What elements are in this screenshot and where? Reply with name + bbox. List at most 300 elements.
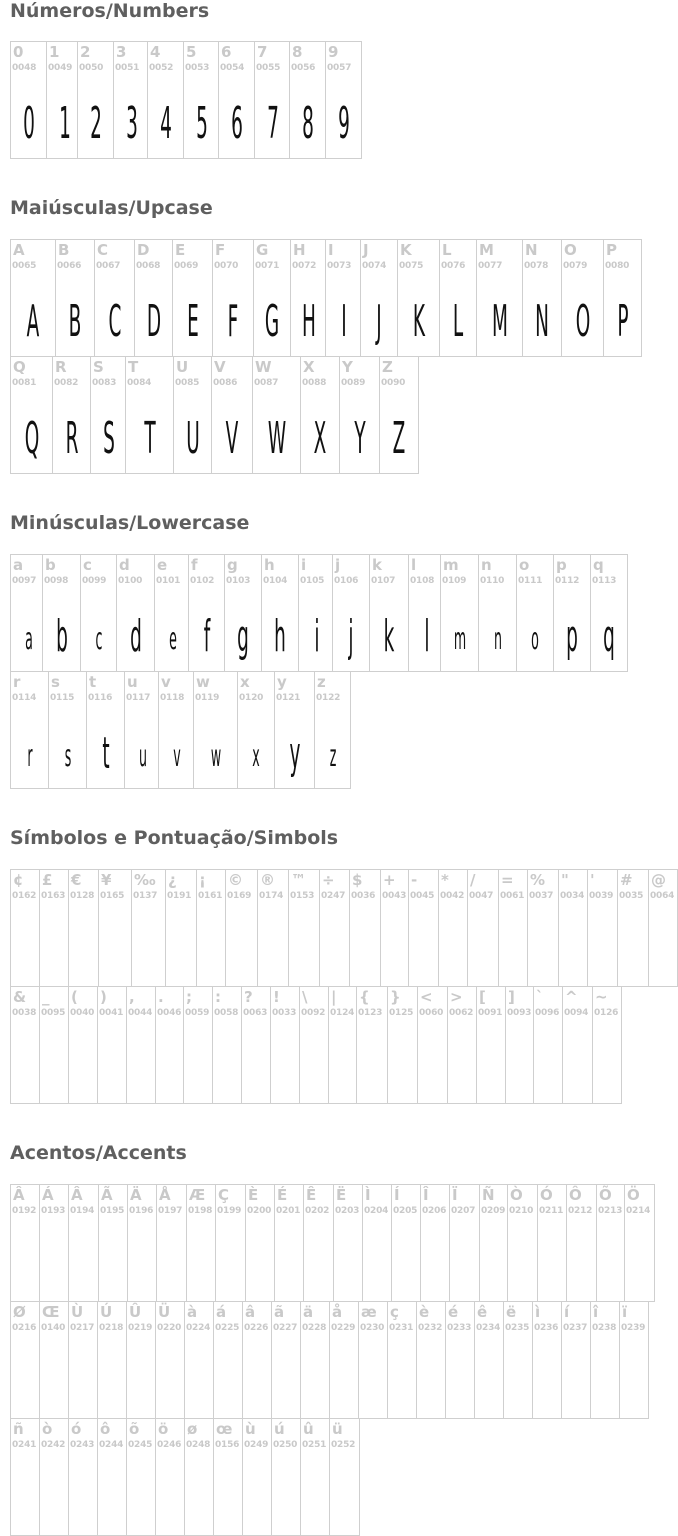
glyph-cell-ue5 — [329, 1301, 359, 1419]
glyph-code-label: 0059 — [185, 1008, 210, 1018]
glyph-code-label: 0194 — [70, 1206, 95, 1216]
glyph-code-label: 0237 — [563, 1323, 588, 1333]
accents-row — [10, 1301, 655, 1419]
glyph-cell-u3e — [447, 986, 477, 1104]
glyph-cell-i — [298, 554, 333, 672]
glyph-char-label: a — [13, 556, 24, 574]
glyph-specimen — [117, 595, 154, 663]
glyph-code-label: 0061 — [500, 891, 525, 901]
glyph-code-label: 0111 — [518, 576, 543, 586]
svg-text:v: v — [173, 739, 181, 774]
glyph-cell-ua5 — [98, 869, 132, 987]
svg-text:F: F — [227, 295, 239, 347]
glyph-code-label: 0099 — [82, 576, 107, 586]
svg-text:2: 2 — [90, 97, 102, 149]
glyph-char-label: % — [530, 871, 546, 889]
glyph-cell-u2e — [155, 986, 184, 1104]
glyph-char-label: 0 — [13, 43, 24, 61]
glyph-char-label: ‰ — [134, 871, 156, 889]
svg-text:9: 9 — [338, 97, 350, 149]
glyph-specimen — [87, 712, 124, 780]
glyph-cell-c — [80, 554, 117, 672]
glyph-cell-a-upper — [10, 239, 56, 357]
glyph-cell-ufb — [300, 1418, 330, 1536]
glyph-code-label: 0041 — [99, 1008, 124, 1018]
glyph-char-label: h — [264, 556, 275, 574]
glyph-code-label: 0212 — [568, 1206, 593, 1216]
symbols-row — [10, 986, 678, 1104]
glyph-code-label: 0216 — [12, 1323, 37, 1333]
svg-text:D: D — [146, 295, 161, 347]
glyph-cell-uc6 — [186, 1184, 216, 1302]
glyph-specimen — [301, 397, 339, 465]
glyph-code-label: 0246 — [157, 1440, 182, 1450]
glyph-code-label: 0038 — [12, 1008, 37, 1018]
lowercase-section — [10, 512, 617, 779]
glyph-code-label: 0249 — [244, 1440, 269, 1450]
glyph-code-label: 0200 — [247, 1206, 272, 1216]
glyph-char-label: @ — [651, 871, 666, 889]
glyph-specimen — [398, 280, 439, 348]
svg-text:J: J — [376, 295, 382, 347]
glyph-code-label: 0234 — [476, 1323, 501, 1333]
glyph-code-label: 0125 — [389, 1008, 414, 1018]
glyph-specimen — [95, 280, 134, 348]
glyph-cell-q-upper — [10, 356, 53, 474]
glyph-cell-udc — [155, 1301, 185, 1419]
glyph-char-label: M — [479, 241, 494, 259]
glyph-char-label: ç — [390, 1303, 399, 1321]
glyph-code-label: 0211 — [539, 1206, 564, 1216]
glyph-char-label: Ú — [100, 1303, 113, 1321]
glyph-code-label: 0046 — [157, 1008, 182, 1018]
glyph-specimen — [440, 280, 476, 348]
glyph-char-label: | — [331, 988, 337, 1006]
glyph-char-label: q — [593, 556, 604, 574]
glyph-cell-uc7 — [215, 1184, 246, 1302]
glyph-char-label: 5 — [186, 43, 197, 61]
glyph-cell-u23 — [617, 869, 649, 987]
glyph-char-label: Â — [71, 1186, 83, 1204]
glyph-char-label: ® — [260, 871, 275, 889]
glyph-cell-u26 — [10, 986, 40, 1104]
glyph-cell-u2a — [438, 869, 468, 987]
glyph-char-label: Í — [394, 1186, 400, 1204]
glyph-char-label: è — [419, 1303, 430, 1321]
svg-text:j: j — [348, 610, 354, 662]
glyph-code-label: 0034 — [560, 891, 585, 901]
glyph-char-label: - — [411, 871, 418, 889]
glyph-char-label: Ô — [569, 1186, 582, 1204]
glyph-cell-o — [516, 554, 554, 672]
glyph-char-label: o — [519, 556, 530, 574]
glyph-code-label: 0219 — [128, 1323, 153, 1333]
glyph-cell-w-upper — [252, 356, 301, 474]
glyph-code-label: 0063 — [243, 1008, 268, 1018]
glyph-cell-ueb — [503, 1301, 533, 1419]
glyph-char-label: Ì — [365, 1186, 371, 1204]
glyph-char-label: , — [129, 988, 135, 1006]
glyph-code-label: 0071 — [255, 261, 280, 271]
glyph-char-label: á — [216, 1303, 227, 1321]
glyph-specimen — [173, 280, 212, 348]
glyph-char-label: t — [89, 673, 97, 691]
glyph-specimen — [11, 397, 52, 465]
glyph-code-label: 0053 — [185, 63, 210, 73]
glyph-cell-u3b — [183, 986, 213, 1104]
glyph-specimen — [174, 397, 211, 465]
glyph-code-label: 0153 — [290, 891, 315, 901]
glyph-char-label: ò — [42, 1420, 53, 1438]
glyph-cell-m — [440, 554, 479, 672]
svg-text:M: M — [491, 295, 508, 347]
svg-text:L: L — [452, 295, 464, 347]
glyph-cell-uea — [474, 1301, 504, 1419]
glyph-code-label: 0087 — [254, 378, 279, 388]
glyph-specimen — [340, 397, 379, 465]
glyph-code-label: 0100 — [118, 576, 143, 586]
glyph-specimen — [326, 280, 360, 348]
glyph-specimen — [189, 595, 224, 663]
glyph-code-label: 0054 — [220, 63, 245, 73]
glyph-code-label: 0093 — [507, 1008, 532, 1018]
glyph-code-label: 0104 — [263, 576, 288, 586]
glyph-code-label: 0089 — [341, 378, 366, 388]
glyph-char-label: [ — [479, 988, 486, 1006]
glyph-cell-0 — [10, 41, 47, 159]
glyph-char-label: G — [256, 241, 269, 259]
glyph-char-label: Ä — [130, 1186, 142, 1204]
glyph-code-label: 0235 — [505, 1323, 530, 1333]
glyph-cell-ucb — [333, 1184, 363, 1302]
glyph-code-label: 0174 — [259, 891, 284, 901]
glyph-char-label: õ — [129, 1420, 140, 1438]
glyph-cell-y-upper — [339, 356, 380, 474]
glyph-specimen — [11, 712, 48, 780]
glyph-char-label: à — [187, 1303, 198, 1321]
glyph-char-label: > — [450, 988, 463, 1006]
glyph-code-label: 0033 — [272, 1008, 297, 1018]
svg-text:G: G — [264, 295, 280, 347]
glyph-char-label: ô — [100, 1420, 111, 1438]
lowercase-glyph-grid — [10, 554, 628, 789]
glyph-cell-j — [332, 554, 370, 672]
numbers-section — [10, 0, 352, 149]
glyph-code-label: 0226 — [244, 1323, 269, 1333]
glyph-char-label: Ñ — [482, 1186, 495, 1204]
glyph-code-label: 0252 — [331, 1440, 356, 1450]
svg-text:B: B — [68, 295, 82, 347]
glyph-specimen — [114, 82, 147, 150]
glyph-specimen — [212, 397, 252, 465]
glyph-char-label: â — [245, 1303, 256, 1321]
glyph-specimen — [125, 712, 158, 780]
glyph-cell-ue8 — [416, 1301, 446, 1419]
glyph-specimen — [441, 595, 478, 663]
glyph-char-label: 7 — [257, 43, 268, 61]
glyph-cell-u — [124, 671, 159, 789]
glyph-cell-ue0 — [184, 1301, 214, 1419]
glyph-code-label: 0120 — [239, 693, 264, 703]
glyph-specimen — [262, 595, 298, 663]
svg-text:U: U — [185, 412, 200, 464]
glyph-code-label: 0195 — [100, 1206, 125, 1216]
glyph-cell-u5d — [505, 986, 534, 1104]
glyph-specimen — [409, 595, 440, 663]
glyph-char-label: k — [372, 556, 382, 574]
glyph-code-label: 0119 — [195, 693, 220, 703]
accents-row — [10, 1418, 655, 1536]
glyph-cell-s-upper — [90, 356, 126, 474]
symbols-section-title: Símbolos e Pontuação/Simbols — [10, 827, 339, 849]
glyph-char-label: n — [481, 556, 492, 574]
glyph-char-label: b — [45, 556, 56, 574]
glyph-code-label: 0067 — [96, 261, 121, 271]
glyph-cell-5 — [183, 41, 219, 159]
glyph-char-label: $ — [352, 871, 363, 889]
glyph-cell-ud5 — [596, 1184, 625, 1302]
glyph-code-label: 0044 — [128, 1008, 153, 1018]
svg-text:q: q — [603, 610, 615, 662]
glyph-char-label: l — [411, 556, 417, 574]
glyph-cell-uf6 — [155, 1418, 185, 1536]
glyph-code-label: 0092 — [301, 1008, 326, 1018]
svg-text:d: d — [129, 610, 142, 662]
glyph-cell-x — [237, 671, 275, 789]
glyph-code-label: 0123 — [358, 1008, 383, 1018]
glyph-cell-u7b — [356, 986, 388, 1104]
glyph-specimen — [11, 595, 42, 663]
glyph-cell-u152 — [39, 1301, 69, 1419]
glyph-char-label: Ò — [510, 1186, 523, 1204]
glyph-cell-3 — [113, 41, 148, 159]
svg-text:6: 6 — [231, 97, 243, 149]
glyph-code-label: 0192 — [12, 1206, 37, 1216]
glyph-char-label: Œ — [42, 1303, 60, 1321]
glyph-char-label: ^ — [565, 988, 578, 1006]
glyph-code-label: 0094 — [564, 1008, 589, 1018]
glyph-cell-h-upper — [290, 239, 326, 357]
glyph-specimen — [523, 280, 561, 348]
glyph-cell-u24 — [349, 869, 381, 987]
symbols-row — [10, 869, 678, 987]
glyph-char-label: î — [593, 1303, 599, 1321]
glyph-specimen — [238, 712, 274, 780]
glyph-cell-ud8 — [10, 1301, 40, 1419]
svg-text:X: X — [313, 412, 327, 464]
glyph-cell-u40 — [648, 869, 678, 987]
glyph-cell-ue3 — [271, 1301, 301, 1419]
glyph-specimen — [219, 82, 254, 150]
glyph-char-label: ê — [477, 1303, 488, 1321]
glyph-code-label: 0049 — [48, 63, 73, 73]
glyph-code-label: 0051 — [115, 63, 140, 73]
glyph-char-label: E — [175, 241, 186, 259]
glyph-cell-g-upper — [253, 239, 291, 357]
glyph-char-label: ú — [274, 1420, 285, 1438]
glyph-char-label: ) — [100, 988, 107, 1006]
glyph-cell-u60 — [533, 986, 563, 1104]
glyph-char-label: ? — [244, 988, 253, 1006]
glyph-code-label: 0193 — [41, 1206, 66, 1216]
glyph-char-label: m — [443, 556, 459, 574]
glyph-char-label: = — [501, 871, 514, 889]
glyph-cell-u3a — [212, 986, 242, 1104]
glyph-char-label: 4 — [150, 43, 161, 61]
glyph-char-label: Û — [129, 1303, 142, 1321]
glyph-code-label: 0107 — [371, 576, 396, 586]
glyph-specimen — [194, 712, 237, 780]
glyph-cell-u3d — [498, 869, 528, 987]
svg-text:z: z — [329, 739, 337, 774]
glyph-code-label: 0169 — [227, 891, 252, 901]
glyph-specimen — [255, 82, 289, 150]
upcase-row — [10, 239, 642, 357]
glyph-char-label: © — [228, 871, 243, 889]
glyph-code-label: 0140 — [41, 1323, 66, 1333]
glyph-cell-uc4 — [127, 1184, 157, 1302]
glyph-code-label: 0251 — [302, 1440, 327, 1450]
glyph-cell-u21 — [270, 986, 300, 1104]
glyph-cell-x-upper — [300, 356, 340, 474]
glyph-char-label: v — [161, 673, 171, 691]
glyph-specimen — [591, 595, 627, 663]
glyph-code-label: 0248 — [186, 1440, 211, 1450]
glyph-char-label: i — [301, 556, 307, 574]
glyph-specimen — [290, 82, 325, 150]
glyph-code-label: 0247 — [321, 891, 346, 901]
glyph-cell-ue7 — [387, 1301, 417, 1419]
glyph-code-label: 0210 — [509, 1206, 534, 1216]
svg-text:k: k — [383, 610, 395, 662]
glyph-code-label: 0037 — [529, 891, 554, 901]
svg-text:7: 7 — [267, 97, 279, 149]
glyph-code-label: 0036 — [351, 891, 376, 901]
glyph-cell-r — [10, 671, 49, 789]
glyph-cell-u29 — [97, 986, 127, 1104]
glyph-code-label: 0098 — [44, 576, 69, 586]
glyph-cell-f-upper — [212, 239, 254, 357]
glyph-code-label: 0243 — [70, 1440, 95, 1450]
svg-text:W: W — [267, 412, 286, 464]
glyph-specimen — [43, 595, 80, 663]
numbers-row — [10, 41, 362, 159]
glyph-code-label: 0085 — [175, 378, 200, 388]
svg-text:R: R — [65, 412, 78, 464]
glyph-specimen — [604, 280, 641, 348]
glyph-cell-v — [158, 671, 194, 789]
glyph-char-label: Ó — [540, 1186, 553, 1204]
svg-text:Q: Q — [24, 412, 39, 464]
glyph-char-label: W — [255, 358, 272, 376]
glyph-code-label: 0236 — [534, 1323, 559, 1333]
glyph-char-label: æ — [361, 1303, 377, 1321]
glyph-char-label: Î — [423, 1186, 429, 1204]
glyph-cell-u27 — [587, 869, 618, 987]
glyph-code-label: 0042 — [440, 891, 465, 901]
glyph-cell-u5e — [562, 986, 593, 1104]
glyph-code-label: 0035 — [619, 891, 644, 901]
svg-text:s: s — [64, 739, 71, 774]
glyph-char-label: Ã — [101, 1186, 113, 1204]
svg-text:I: I — [341, 295, 347, 347]
svg-text:t: t — [101, 727, 110, 779]
glyph-char-label: Ë — [336, 1186, 347, 1204]
glyph-char-label: C — [97, 241, 109, 259]
glyph-code-label: 0055 — [256, 63, 281, 73]
glyph-char-label: ä — [303, 1303, 314, 1321]
glyph-code-label: 0078 — [524, 261, 549, 271]
glyph-cell-p-upper — [603, 239, 642, 357]
glyph-char-label: ! — [273, 988, 280, 1006]
glyph-char-label: 3 — [116, 43, 127, 61]
glyph-code-label: 0039 — [589, 891, 614, 901]
glyph-char-label: \ — [302, 988, 308, 1006]
glyph-cell-a — [10, 554, 43, 672]
glyph-char-label: p — [556, 556, 567, 574]
glyph-specimen — [155, 595, 188, 663]
glyph-code-label: 0217 — [70, 1323, 95, 1333]
glyph-cell-ud3 — [537, 1184, 567, 1302]
glyph-cell-u2122 — [288, 869, 320, 987]
glyph-code-label: 0081 — [12, 378, 37, 388]
svg-text:Y: Y — [353, 412, 366, 464]
glyph-code-label: 0109 — [442, 576, 467, 586]
glyph-char-label: & — [13, 988, 27, 1006]
glyph-cell-uf3 — [68, 1418, 98, 1536]
glyph-code-label: 0229 — [331, 1323, 356, 1333]
glyph-char-label: . — [158, 988, 164, 1006]
glyph-code-label: 0113 — [592, 576, 617, 586]
glyph-cell-s — [48, 671, 87, 789]
glyph-cell-r-upper — [52, 356, 91, 474]
glyph-cell-uf9 — [242, 1418, 272, 1536]
glyph-cell-u5c — [299, 986, 329, 1104]
svg-text:3: 3 — [126, 97, 138, 149]
glyph-char-label: Æ — [189, 1186, 206, 1204]
glyph-cell-ua3 — [39, 869, 69, 987]
svg-text:o: o — [531, 622, 539, 657]
glyph-char-label: É — [277, 1186, 288, 1204]
glyph-char-label: ù — [245, 1420, 256, 1438]
glyph-cell-ufc — [329, 1418, 360, 1536]
glyph-cell-uc3 — [98, 1184, 128, 1302]
symbols-glyph-grid — [10, 869, 678, 1104]
glyph-code-label: 0230 — [360, 1323, 385, 1333]
glyph-cell-t-upper — [125, 356, 174, 474]
glyph-specimen — [135, 280, 172, 348]
glyph-cell-uce — [420, 1184, 450, 1302]
svg-text:n: n — [493, 622, 502, 657]
lowercase-row — [10, 671, 628, 789]
glyph-code-label: 0117 — [126, 693, 151, 703]
glyph-char-label: U — [176, 358, 189, 376]
svg-text:K: K — [412, 295, 425, 347]
glyph-char-label: T — [128, 358, 139, 376]
glyph-code-label: 0191 — [167, 891, 192, 901]
glyph-cell-t — [86, 671, 125, 789]
glyph-cell-u20ac — [68, 869, 99, 987]
glyph-code-label: 0068 — [136, 261, 161, 271]
svg-text:u: u — [139, 739, 147, 774]
glyph-code-label: 0227 — [273, 1323, 298, 1333]
glyph-cell-k — [369, 554, 409, 672]
svg-text:e: e — [169, 622, 177, 657]
symbols-section — [10, 827, 675, 1018]
glyph-cell-e — [154, 554, 189, 672]
glyph-specimen — [477, 280, 522, 348]
glyph-cell-uf5 — [126, 1418, 156, 1536]
